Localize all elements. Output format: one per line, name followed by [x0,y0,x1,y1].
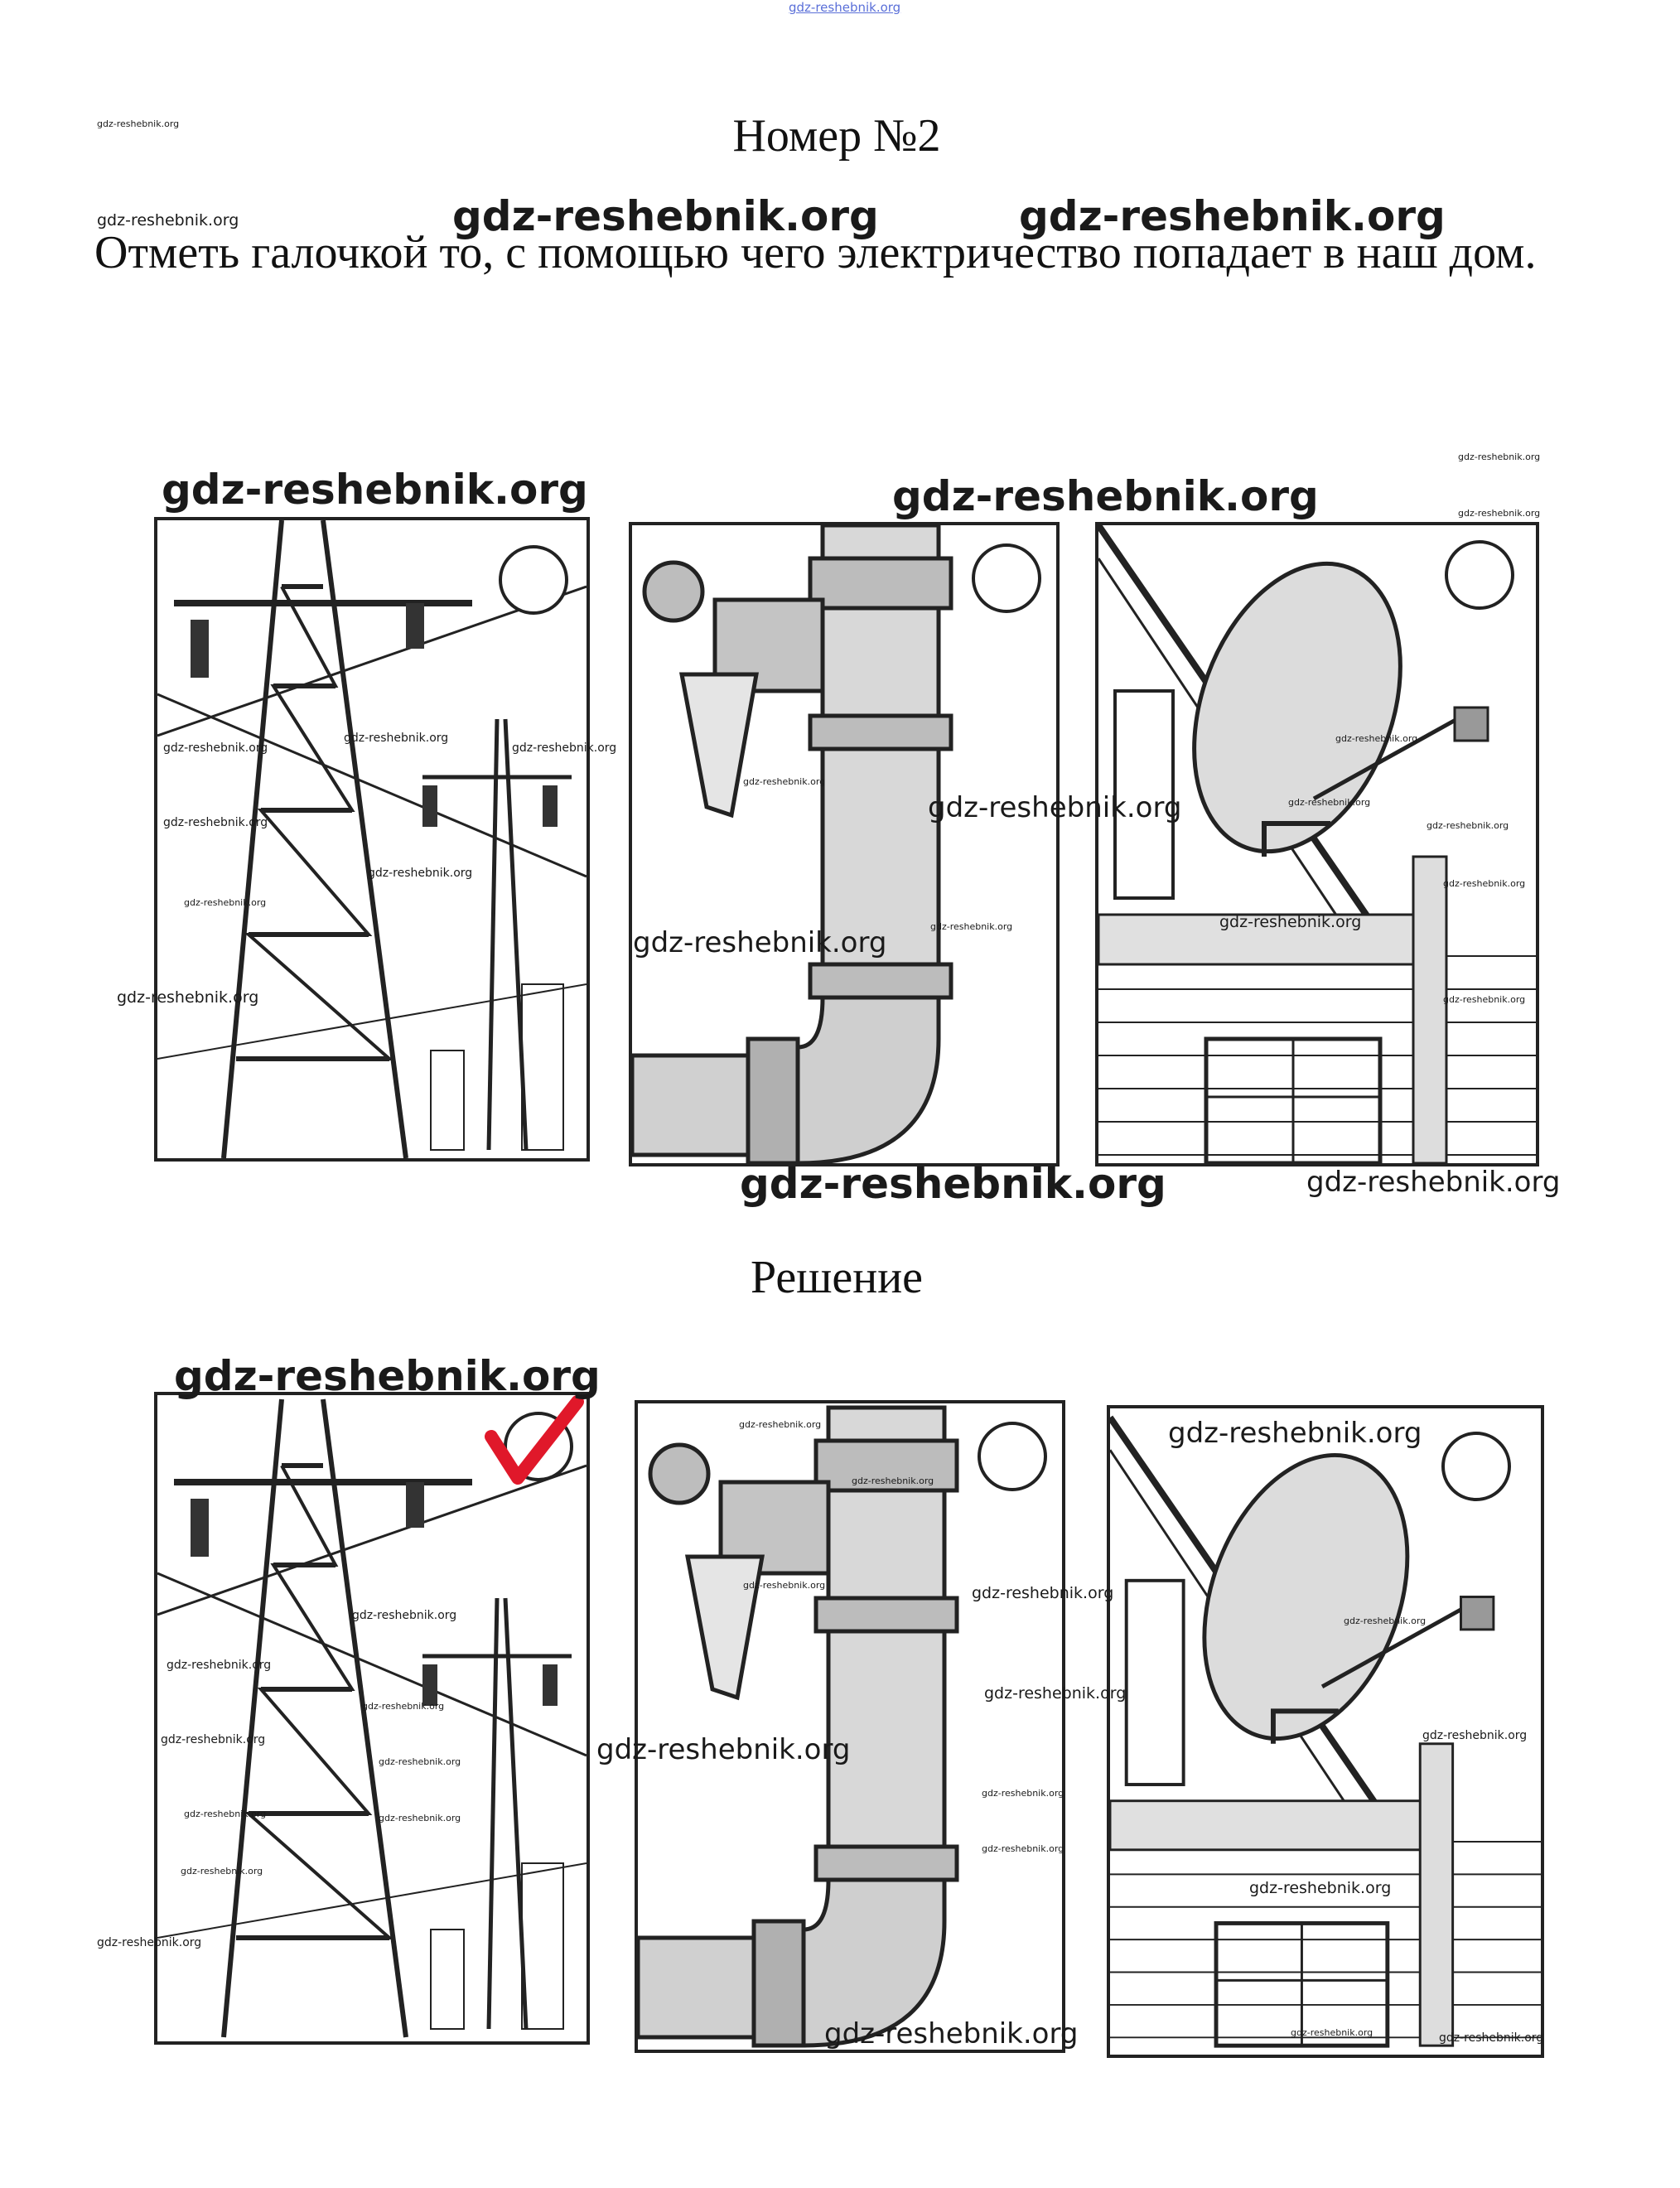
watermark: gdz-reshebnik.org [1443,878,1526,889]
answer-circle[interactable] [972,543,1041,613]
watermark: gdz-reshebnik.org [184,1809,267,1819]
watermark: gdz-reshebnik.org [743,776,826,787]
watermark: gdz-reshebnik.org [163,741,268,755]
watermark: gdz-reshebnik.org [174,1352,601,1400]
watermark: gdz-reshebnik.org [739,1419,822,1430]
watermark: gdz-reshebnik.org [1344,1616,1427,1626]
watermark: gdz-reshebnik.org [352,1609,457,1622]
watermark: gdz-reshebnik.org [982,1843,1064,1854]
watermark: gdz-reshebnik.org [1335,733,1418,744]
power-line-illustration [157,520,587,1158]
watermark: gdz-reshebnik.org [892,472,1319,520]
watermark: gdz-reshebnik.org [1458,452,1541,462]
water-pipe-illustration [638,1403,1062,2050]
watermark: gdz-reshebnik.org [452,192,879,240]
answer-circle[interactable] [1445,540,1514,610]
watermark: gdz-reshebnik.org [1422,1729,1528,1742]
watermark: gdz-reshebnik.org [1291,2027,1373,2038]
watermark: gdz-reshebnik.org [984,1684,1127,1703]
watermark: gdz-reshebnik.org [162,466,588,514]
water-pipe-card[interactable] [629,522,1060,1166]
power-line-card[interactable] [154,517,590,1162]
answer-circle[interactable] [1441,1432,1511,1501]
watermark: gdz-reshebnik.org [362,1701,445,1712]
checkmark-icon [485,1395,584,1495]
watermark: gdz-reshebnik.org [167,1659,272,1672]
power-line-card-solution[interactable] [154,1392,590,2045]
watermark: gdz-reshebnik.org [344,732,449,745]
page-title: Номер №2 [732,110,941,162]
answer-circle[interactable] [499,545,568,615]
watermark: gdz-reshebnik.org [368,867,473,880]
watermark: gdz-reshebnik.org [1168,1417,1422,1450]
watermark: gdz-reshebnik.org [1439,2031,1544,2045]
watermark: gdz-reshebnik.org [982,1788,1064,1799]
watermark: gdz-reshebnik.org [596,1733,851,1766]
watermark: gdz-reshebnik.org [633,926,887,959]
watermark: gdz-reshebnik.org [97,1936,202,1949]
watermark: gdz-reshebnik.org [852,1476,934,1486]
satellite-dish-illustration [1098,525,1536,1163]
top-site-link[interactable]: gdz-reshebnik.org [789,0,901,15]
watermark: gdz-reshebnik.org [1288,797,1371,808]
answer-circle[interactable] [978,1422,1047,1491]
watermark: gdz-reshebnik.org [512,741,617,755]
watermark: gdz-reshebnik.org [972,1584,1114,1602]
watermark: gdz-reshebnik.org [163,816,268,829]
watermark: gdz-reshebnik.org [97,211,239,229]
watermark: gdz-reshebnik.org [1427,820,1509,831]
task-text: Отметь галочкой то, с помощью чего электричество попадает в наш дом. [94,227,1537,278]
watermark: gdz-reshebnik.org [379,1756,461,1767]
watermark: gdz-reshebnik.org [1306,1166,1561,1199]
satellite-dish-card[interactable] [1095,522,1539,1166]
watermark: gdz-reshebnik.org [181,1866,263,1876]
watermark: gdz-reshebnik.org [1458,508,1541,519]
water-pipe-illustration [632,525,1056,1163]
water-pipe-card-solution[interactable] [635,1400,1065,2053]
watermark: gdz-reshebnik.org [930,921,1013,932]
watermark: gdz-reshebnik.org [1019,192,1446,240]
watermark: gdz-reshebnik.org [379,1813,461,1823]
watermark: gdz-reshebnik.org [743,1580,826,1591]
watermark: gdz-reshebnik.org [1249,1879,1392,1897]
solution-title: Решение [750,1252,924,1303]
watermark: gdz-reshebnik.org [928,791,1182,824]
watermark: gdz-reshebnik.org [824,2017,1079,2050]
watermark: gdz-reshebnik.org [97,118,180,129]
watermark: gdz-reshebnik.org [1219,913,1362,931]
watermark: gdz-reshebnik.org [740,1160,1166,1208]
watermark: gdz-reshebnik.org [184,897,267,908]
watermark: gdz-reshebnik.org [161,1733,266,1746]
watermark: gdz-reshebnik.org [117,988,259,1007]
watermark: gdz-reshebnik.org [1443,994,1526,1005]
